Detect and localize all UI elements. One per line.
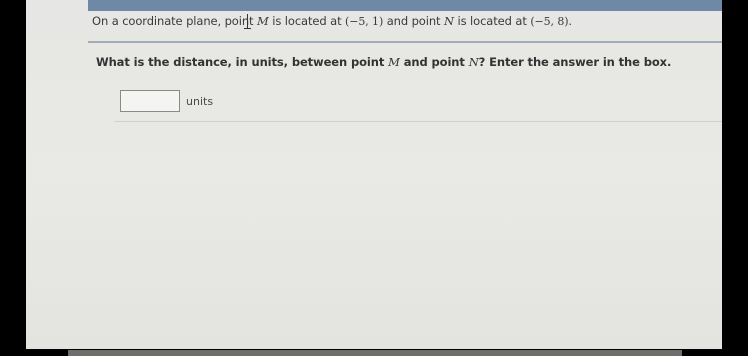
stem-text: . — [568, 14, 572, 28]
stem-text: and point — [383, 14, 444, 28]
divider — [114, 121, 722, 122]
variable-m: M — [388, 55, 400, 69]
answer-input[interactable] — [120, 90, 180, 112]
variable-n: N — [468, 55, 479, 69]
header-bar — [88, 0, 722, 11]
answer-row — [120, 89, 213, 113]
stem-text: is located at — [453, 14, 531, 28]
bottom-bar — [68, 350, 682, 356]
prompt-text: and point — [399, 55, 469, 69]
prompt-text: What is the distance, in units, between point — [96, 55, 389, 69]
coordinate-m: (−5, 1) — [345, 15, 384, 28]
variable-m: M — [257, 14, 269, 28]
coordinate-n: (−5, 8) — [530, 15, 569, 28]
question-stem — [92, 14, 720, 28]
variable-n: N — [443, 14, 454, 28]
question-prompt — [96, 55, 716, 69]
divider — [88, 41, 722, 43]
screen — [26, 0, 722, 349]
stem-text: is located at — [268, 14, 346, 28]
unit-label: units — [186, 94, 214, 108]
stem-text: On a coordinate plane, point — [92, 14, 257, 28]
prompt-text: ? Enter the answer in the box. — [478, 55, 672, 69]
